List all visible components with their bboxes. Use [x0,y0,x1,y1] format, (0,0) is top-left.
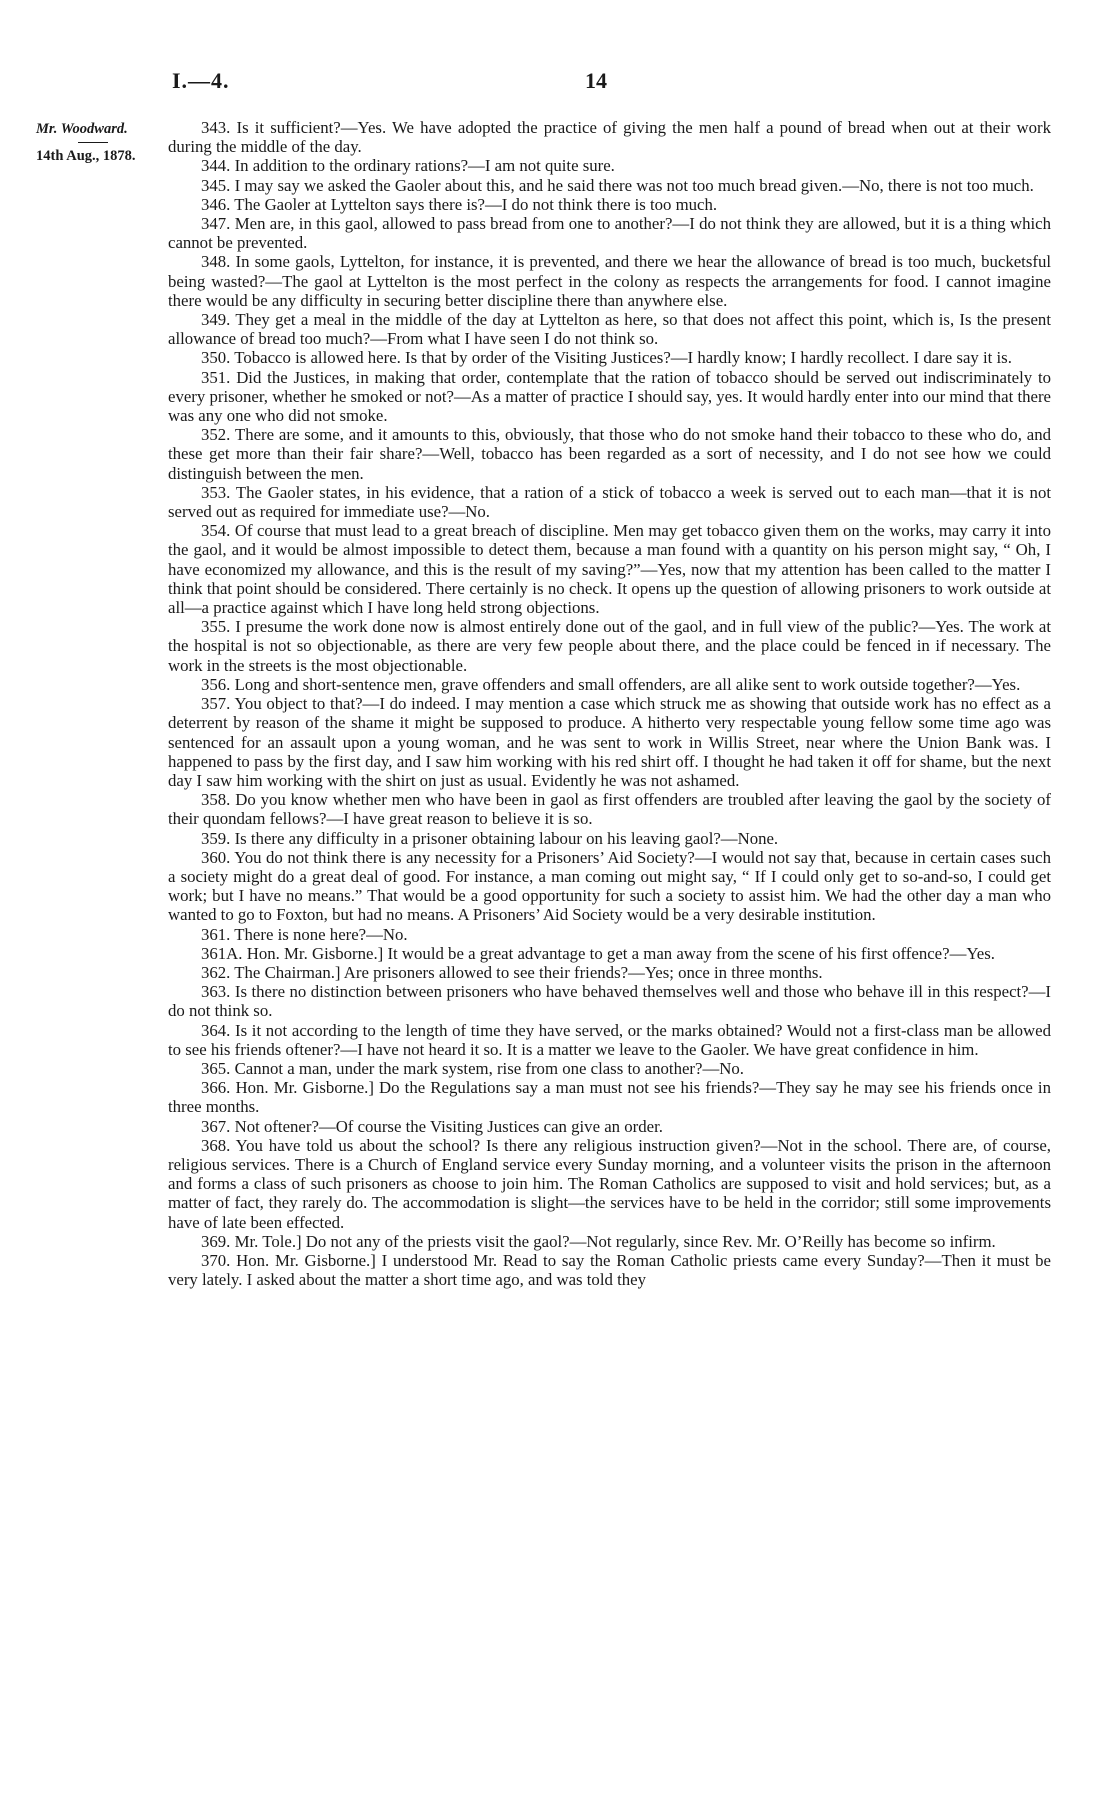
question-paragraph [168,694,1051,790]
question-text: There are some, and it amounts to this, obviously, that those who do not smoke hand their tobacco to these who do, and these get more than their fair share?—Well, tobacco has been regarded as a sort of necessity, and I do not see how we could distinguish between the men. [168,425,1051,483]
document-id: I.—4. [172,68,230,93]
question-text: You have told us about the school? Is there any religious instruction given?—Not in the school. There are, of course, religious services. There is a Church of England service every Sunday morning, and a volunteer visits the prison in the afternoon and forms a class of such prisoners as choose to join him. The Roman Catholics are supposed to visit and hold services; but, as a matter of fact, they rarely do. The accommodation is slight—the services have to be held in the corridor; still some improvements have of late been effected. [168,1135,1052,1232]
question-text: Did the Justices, in making that order, contemplate that the ration of tobacco should be served out indiscriminately to every prisoner, whether he smoked or not?—As a matter of practice I should say, yes. It would hardly enter into our mind that there was any one who did not smoke. [168,367,1052,426]
question-number: 356. [201,674,231,694]
question-number: 351. [201,367,231,387]
question-text: Mr. Tole.] Do not any of the priests visit the gaol?—Not regularly, since Rev. Mr. O’Reilly has become so infirm. [234,1231,996,1251]
question-paragraph [168,214,1051,252]
margin-dash [78,142,108,143]
question-number: 368. [201,1135,231,1155]
question-text: Long and short-sentence men, grave offenders and small offenders, are all alike sent to work outside together?—Yes. [234,674,1021,694]
question-paragraph [168,1021,1051,1059]
question-text: In addition to the ordinary rations?—I am not quite sure. [234,156,615,176]
question-text: I presume the work done now is almost entirely done out of the gaol, and in full view of the public?—Yes. The work at the hospital is not so objectionable, as there are very few people about there, and the place could be fenced in if necessary. The work in the streets is the most objectionable. [168,617,1051,675]
question-text: The Chairman.] Are prisoners allowed to see their friends?—Yes; once in three months. [234,962,823,982]
question-paragraph [168,963,1051,982]
question-paragraph [168,925,1051,944]
question-number: 353. [201,482,231,502]
question-paragraph [168,425,1051,483]
question-number: 350. [201,348,231,368]
question-text: Tobacco is allowed here. Is that by order of the Visiting Justices?—I hardly know; I hardly recollect. I dare say it is. [234,348,1012,368]
question-number: 352. [201,425,231,445]
question-number: 369. [201,1231,231,1251]
question-text: Not oftener?—Of course the Visiting Justices can give an order. [234,1116,663,1136]
question-number: 370. [201,1250,231,1270]
question-number: 357. [201,694,231,714]
question-paragraph [168,252,1051,310]
question-text: The Gaoler at Lyttelton says there is?—I do not think there is too much. [234,194,718,214]
question-paragraph [168,1136,1051,1232]
evidence-text [168,118,1051,1289]
question-text: You object to that?—I do indeed. I may mention a case which struck me as showing that outside work has no effect as a deterrent by reason of the shame it might be supposed to produce. A hitherto very respectable young fellow some time ago was sentenced for an assault upon a young woman, and he was sent to work in Willis Street, near where the Union Bank was. I happened to pass by the first day, and I saw him working with his red shirt off. I thought he had taken it off for shame, but the next day I saw him working with the shirt on just as usual. Evidently he was not ashamed. [168,694,1051,790]
question-paragraph [168,944,1051,963]
question-number: 358. [201,790,231,810]
question-number: 367. [201,1116,231,1136]
question-number: 345. [201,175,231,195]
question-number: 361. [201,924,231,944]
question-number: 360. [201,847,231,867]
question-paragraph [168,118,1051,156]
question-text: They get a meal in the middle of the day at Lyttelton as here, so that does not affect this point, which is, Is the present allowance of bread too much?—From what I have seen I do not think so. [168,310,1051,349]
question-paragraph [168,483,1051,521]
question-text: Cannot a man, under the mark system, rise from one class to another?—No. [234,1058,744,1078]
question-number: 366. [201,1078,231,1098]
question-paragraph [168,310,1051,348]
question-paragraph [168,675,1051,694]
question-paragraph [168,829,1051,848]
question-text: Is there any difficulty in a prisoner obtaining labour on his leaving gaol?—None. [234,828,779,848]
question-text: You do not think there is any necessity for a Prisoners’ Aid Society?—I would not say that, because in certain cases such a society might do a great deal of good. For instance, a man coming out might say, “ If I could only get to so-and-so, I could get work; but I have no means.” That would be a good opportunity for such a society to assist him. We had the other day a man who wanted to go to Foxton, but had no means. A Prisoners’ Aid Society would be a very desirable institution. [168,847,1051,925]
question-paragraph [168,348,1051,367]
question-paragraph [168,156,1051,175]
question-text: Is it sufficient?—Yes. We have adopted the practice of giving the men half a pound of bread when out at their work during the middle of the day. [168,118,1051,157]
question-text: In some gaols, Lyttelton, for instance, it is prevented, and there we hear the allowance of bread is too much, bucketsful being wasted?—The gaol at Lyttelton is the most perfect in the colony as respects the arrangements for food. I cannot imagine there would be any difficulty in securing better discipline there than anywhere else. [168,252,1051,310]
page-header [160,68,1060,100]
question-paragraph [168,176,1051,195]
question-paragraph [168,1251,1051,1289]
question-number: 365. [201,1058,231,1078]
question-number: 346. [201,194,231,214]
question-paragraph [168,1078,1051,1116]
question-number: 344. [201,156,231,176]
question-number: 364. [201,1020,231,1040]
question-text: Men are, in this gaol, allowed to pass bread from one to another?—I do not think they are allowed, but it is a thing which cannot be prevented. [168,214,1051,253]
question-number: 363. [201,982,231,1002]
question-paragraph [168,1059,1051,1078]
hearing-date: 14th Aug., 1878. [36,148,136,164]
question-number: 348. [201,252,231,272]
question-paragraph [168,790,1051,828]
question-number: 347. [201,214,231,234]
question-number: 362. [201,962,231,982]
question-text: I may say we asked the Gaoler about this, and he said there was not too much bread given.—No, there is not too much. [234,175,1034,195]
question-paragraph [168,195,1051,214]
question-text: Hon. Mr. Gisborne.] It would be a great advantage to get a man away from the scene of his first offence?—Yes. [246,943,995,963]
question-number: 354. [201,521,231,541]
question-number: 355. [201,617,231,637]
question-text: Hon. Mr. Gisborne.] Do the Regulations say a man must not see his friends?—They say he may see his friends once in three months. [168,1078,1051,1117]
question-paragraph [168,521,1051,617]
question-text: Is there no distinction between prisoners who have behaved themselves well and those who behave ill in this respect?—I do not think so. [168,982,1051,1021]
question-paragraph [168,1117,1051,1136]
question-text: Hon. Mr. Gisborne.] I understood Mr. Read to say the Roman Catholic priests came every Sunday?—Then it must be very lately. I asked about the matter a short time ago, and was told they [168,1250,1051,1290]
margin-note [36,120,186,165]
question-number: 349. [201,310,231,330]
question-text: There is none here?—No. [234,924,408,944]
question-text: Is it not according to the length of time they have served, or the marks obtained? Would not a first-class man be allowed to see his friends oftener?—I have not heard it so. It is a matter we leave to the Gaoler. We have great confidence in him. [168,1020,1051,1059]
witness-name: Mr. Woodward. [36,121,128,137]
question-paragraph [168,368,1051,426]
question-text: Of course that must lead to a great breach of discipline. Men may get tobacco given them on the works, may carry it into the gaol, and it would be almost impossible to detect them, because a man found with a quantity on his person might say, “ Oh, I have economized my allowance, and this is the result of my saving?”—Yes, now that my attention has been called to the matter I think that point should be considered. There certainly is no check. It opens up the question of allowing prisoners to work outside at all—a practice against which I have long held strong objections. [168,521,1051,618]
question-paragraph [168,617,1051,675]
question-number: 359. [201,828,231,848]
question-paragraph [168,1232,1051,1251]
question-text: Do you know whether men who have been in gaol as first offenders are troubled after leaving the gaol by the society of their quondam fellows?—I have great reason to believe it is so. [168,790,1051,829]
question-text: The Gaoler states, in his evidence, that a ration of a stick of tobacco a week is served out to each man—that it is not served out as required for immediate use?—No. [168,482,1051,522]
question-number: 361A. [201,943,243,963]
question-paragraph [168,848,1051,925]
question-number: 343. [201,118,231,137]
page-number: 14 [585,68,607,93]
question-paragraph [168,982,1051,1020]
